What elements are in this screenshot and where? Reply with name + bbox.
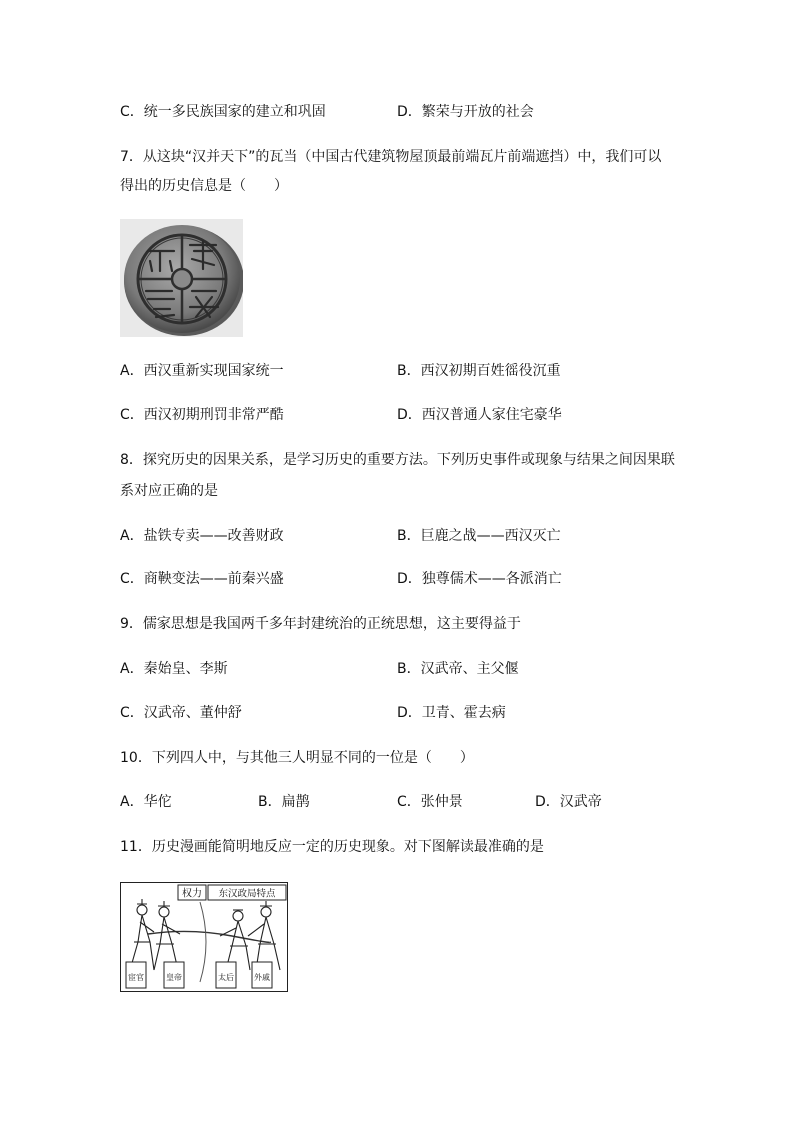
q6-option-d: D．繁荣与开放的社会: [397, 104, 534, 120]
tile-end-drawing: [120, 219, 243, 337]
q9-option-a: A．秦始皇、李斯: [120, 661, 228, 677]
q9-option-d: D．卫青、霍去病: [397, 705, 506, 721]
q9-option-c: C．汉武帝、董仲舒: [120, 705, 242, 721]
q7-option-d: D．西汉普通人家住宅豪华: [397, 407, 562, 423]
tile-end-image: [120, 219, 243, 337]
q8-stem-line2: 系对应正确的是: [120, 483, 218, 499]
q8-option-b: B．巨鹿之战——西汉灭亡: [397, 528, 561, 544]
q11-stem: 11．历史漫画能简明地反应一定的历史现象。对下图解读最准确的是: [120, 839, 544, 855]
q10-option-d: D．汉武帝: [535, 794, 602, 810]
political-cartoon: [120, 882, 288, 992]
q10-option-a: A．华佗: [120, 794, 172, 810]
q8-stem-line1: 8．探究历史的因果关系，是学习历史的重要方法。下列历史事件或现象与结果之间因果联: [120, 452, 675, 468]
q7-option-a: A．西汉重新实现国家统一: [120, 363, 284, 379]
cartoon-label-eunuch: 宦官: [128, 973, 144, 982]
q7-stem-line2: 得出的历史信息是（ ）: [120, 178, 288, 194]
cartoon-label-emperor: 皇帝: [166, 973, 182, 982]
q8-option-d: D．独尊儒术——各派消亡: [397, 571, 562, 587]
q10-option-b: B．扁鹊: [258, 794, 310, 810]
cartoon-drawing: [120, 882, 288, 992]
q6-option-c: C．统一多民族国家的建立和巩固: [120, 104, 326, 120]
q7-stem-line1: 7．从这块“汉并天下”的瓦当（中国古代建筑物屋顶最前端瓦片前端遮挡）中，我们可以: [120, 149, 662, 165]
cartoon-title: 东汉政局特点: [218, 888, 276, 900]
q7-option-b: B．西汉初期百姓徭役沉重: [397, 363, 561, 379]
q8-option-c: C．商鞅变法——前秦兴盛: [120, 571, 284, 587]
cartoon-label-empress-dowager: 太后: [218, 973, 234, 982]
q10-option-c: C．张仲景: [397, 794, 463, 810]
q8-option-a: A．盐铁专卖——改善财政: [120, 528, 284, 544]
q9-stem: 9．儒家思想是我国两千多年封建统治的正统思想，这主要得益于: [120, 616, 521, 632]
q9-option-b: B．汉武帝、主父偃: [397, 661, 519, 677]
cartoon-label-consort-clan: 外戚: [254, 973, 270, 982]
q7-option-c: C．西汉初期刑罚非常严酷: [120, 407, 284, 423]
q10-stem: 10．下列四人中，与其他三人明显不同的一位是（ ）: [120, 750, 474, 766]
cartoon-power-label: 权力: [182, 888, 202, 900]
